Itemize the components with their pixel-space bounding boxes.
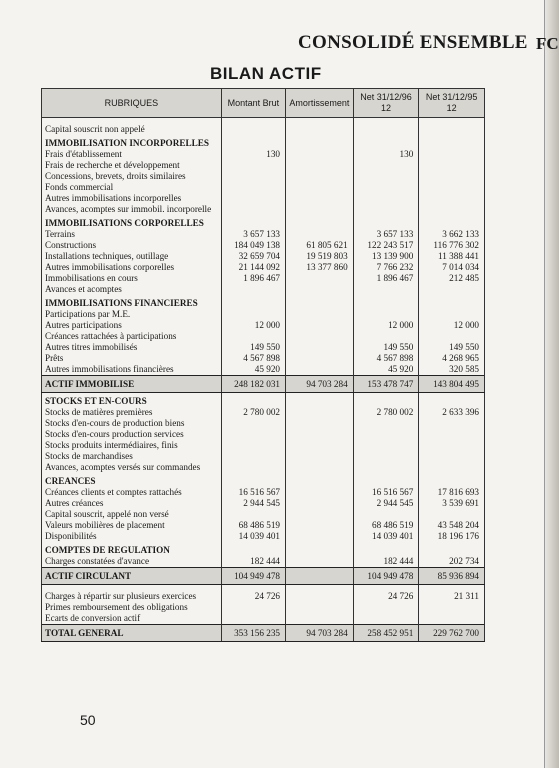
cell-value: [286, 320, 354, 331]
row-label: Créances rattachées à participations: [42, 331, 222, 342]
cell-value: 68 486 519: [353, 520, 419, 531]
cell-value: 45 920: [221, 364, 285, 376]
section-heading-row: [42, 473, 485, 487]
row-label: Autres participations: [42, 320, 222, 331]
cell-value: [286, 407, 354, 418]
cell-value: 12 000: [221, 320, 285, 331]
row-label: ACTIF CIRCULANT: [42, 568, 222, 585]
cell-value: 24 726: [353, 585, 419, 603]
cell-value: 11 388 441: [419, 251, 485, 262]
cell-value: [353, 135, 419, 149]
row-label: Stocks de matières premières: [42, 407, 222, 418]
row-label: Capital souscrit non appelé: [42, 118, 222, 136]
cell-value: [353, 309, 419, 320]
table-header-row: [42, 89, 485, 118]
cell-value: [419, 204, 485, 215]
cell-value: 2 780 002: [221, 407, 285, 418]
cell-value: 16 516 567: [353, 487, 419, 498]
row-label: Valeurs mobilières de placement: [42, 520, 222, 531]
table-row: [42, 160, 485, 171]
cell-value: 2 633 396: [419, 407, 485, 418]
cell-value: 85 936 894: [419, 568, 485, 585]
cell-value: 21 144 092: [221, 262, 285, 273]
cell-value: [419, 331, 485, 342]
cell-value: [353, 613, 419, 625]
cell-value: [353, 331, 419, 342]
cell-value: [286, 418, 354, 429]
cell-value: [353, 602, 419, 613]
cell-value: [353, 284, 419, 295]
row-label: Charges constatées d'avance: [42, 556, 222, 568]
cell-value: [286, 473, 354, 487]
cell-value: 94 703 284: [286, 376, 354, 393]
column-header: Net 31/12/95 12: [419, 89, 485, 118]
cell-value: [286, 585, 354, 603]
cell-value: [221, 418, 285, 429]
page-number: 50: [80, 712, 96, 728]
cell-value: 7 766 232: [353, 262, 419, 273]
table-row: [42, 602, 485, 613]
cell-value: [419, 462, 485, 473]
table-row: [42, 556, 485, 568]
cell-value: [286, 462, 354, 473]
cell-value: [286, 160, 354, 171]
cell-value: [286, 487, 354, 498]
cell-value: [419, 118, 485, 136]
cell-value: [221, 613, 285, 625]
cell-value: [286, 284, 354, 295]
row-label: Charges à répartir sur plusieurs exercices: [42, 585, 222, 603]
cell-value: 1 896 467: [221, 273, 285, 284]
cell-value: [286, 342, 354, 353]
row-label: IMMOBILISATIONS FINANCIERES: [42, 295, 222, 309]
cell-value: [221, 309, 285, 320]
cell-value: [419, 160, 485, 171]
row-label: Terrains: [42, 229, 222, 240]
section-heading-row: [42, 542, 485, 556]
cell-value: [286, 556, 354, 568]
row-label: Autres immobilisations corporelles: [42, 262, 222, 273]
cell-value: [286, 193, 354, 204]
cell-value: [419, 509, 485, 520]
cell-value: 14 039 401: [221, 531, 285, 542]
cell-value: 4 268 965: [419, 353, 485, 364]
cell-value: 24 726: [221, 585, 285, 603]
cell-value: [286, 215, 354, 229]
row-label: Avances, acomptes versés sur commandes: [42, 462, 222, 473]
row-label: Autres immobilisations incorporelles: [42, 193, 222, 204]
cell-value: [221, 204, 285, 215]
section-heading-row: [42, 393, 485, 408]
row-label: Prêts: [42, 353, 222, 364]
cell-value: [286, 295, 354, 309]
row-label: CREANCES: [42, 473, 222, 487]
cell-value: [286, 171, 354, 182]
cell-value: 3 539 691: [419, 498, 485, 509]
cell-value: [286, 509, 354, 520]
cell-value: 13 139 900: [353, 251, 419, 262]
cell-value: [353, 393, 419, 408]
table-row: [42, 171, 485, 182]
row-label: Autres créances: [42, 498, 222, 509]
row-label: Autres immobilisations financières: [42, 364, 222, 376]
cell-value: [286, 204, 354, 215]
table-row: [42, 320, 485, 331]
cell-value: [221, 160, 285, 171]
cell-value: 116 776 302: [419, 240, 485, 251]
cell-value: [221, 193, 285, 204]
cell-value: [419, 440, 485, 451]
column-header: Net 31/12/96 12: [353, 89, 419, 118]
cell-value: 202 734: [419, 556, 485, 568]
table-row: [42, 309, 485, 320]
cell-value: 16 516 567: [221, 487, 285, 498]
table-row: [42, 251, 485, 262]
section-header-cutoff: FC: [536, 34, 559, 53]
table-row: [42, 440, 485, 451]
total-row: [42, 376, 485, 393]
cell-value: [353, 509, 419, 520]
cell-value: [221, 451, 285, 462]
cell-value: [419, 182, 485, 193]
cell-value: 3 657 133: [353, 229, 419, 240]
cell-value: [419, 284, 485, 295]
table-row: [42, 418, 485, 429]
cell-value: [419, 602, 485, 613]
cell-value: [353, 462, 419, 473]
cell-value: 149 550: [221, 342, 285, 353]
cell-value: [286, 135, 354, 149]
cell-value: 1 896 467: [353, 273, 419, 284]
cell-value: [419, 429, 485, 440]
cell-value: [221, 284, 285, 295]
book-spine: [544, 0, 559, 768]
cell-value: [353, 473, 419, 487]
cell-value: 61 805 621: [286, 240, 354, 251]
row-label: TOTAL GENERAL: [42, 625, 222, 642]
cell-value: [221, 393, 285, 408]
cell-value: [286, 118, 354, 136]
cell-value: [221, 473, 285, 487]
cell-value: [353, 118, 419, 136]
cell-value: [221, 462, 285, 473]
cell-value: 68 486 519: [221, 520, 285, 531]
cell-value: [286, 602, 354, 613]
cell-value: 4 567 898: [221, 353, 285, 364]
cell-value: [286, 440, 354, 451]
section-heading-row: [42, 135, 485, 149]
row-label: Avances, acomptes sur immobil. incorporelle: [42, 204, 222, 215]
cell-value: 182 444: [221, 556, 285, 568]
cell-value: [419, 473, 485, 487]
table-row: [42, 204, 485, 215]
table-row: [42, 182, 485, 193]
row-label: Stocks d'en-cours de production biens: [42, 418, 222, 429]
row-label: Avances et acomptes: [42, 284, 222, 295]
cell-value: [286, 451, 354, 462]
table-row: [42, 520, 485, 531]
cell-value: 12 000: [419, 320, 485, 331]
cell-value: [419, 149, 485, 160]
table-row: [42, 451, 485, 462]
table-row: [42, 118, 485, 136]
cell-value: 3 662 133: [419, 229, 485, 240]
balance-sheet-table: [41, 88, 485, 642]
cell-value: [286, 613, 354, 625]
table-row: [42, 613, 485, 625]
row-label: Concessions, brevets, droits similaires: [42, 171, 222, 182]
cell-value: [353, 429, 419, 440]
cell-value: [353, 193, 419, 204]
cell-value: 153 478 747: [353, 376, 419, 393]
cell-value: [353, 542, 419, 556]
table-row: [42, 240, 485, 251]
cell-value: [353, 418, 419, 429]
cell-value: [221, 602, 285, 613]
cell-value: 182 444: [353, 556, 419, 568]
cell-value: [221, 171, 285, 182]
row-label: Constructions: [42, 240, 222, 251]
cell-value: 248 182 031: [221, 376, 285, 393]
cell-value: [353, 204, 419, 215]
cell-value: 19 519 803: [286, 251, 354, 262]
row-label: Autres titres immobilisés: [42, 342, 222, 353]
table-row: [42, 429, 485, 440]
cell-value: [419, 193, 485, 204]
cell-value: [221, 429, 285, 440]
cell-value: 18 196 176: [419, 531, 485, 542]
cell-value: 14 039 401: [353, 531, 419, 542]
cell-value: 2 944 545: [353, 498, 419, 509]
cell-value: 258 452 951: [353, 625, 419, 642]
cell-value: [286, 520, 354, 531]
row-label: Installations techniques, outillage: [42, 251, 222, 262]
cell-value: [419, 295, 485, 309]
table-row: [42, 487, 485, 498]
page-title: BILAN ACTIF: [210, 64, 322, 83]
table-row: [42, 229, 485, 240]
cell-value: [419, 393, 485, 408]
row-label: Stocks d'en-cours production services: [42, 429, 222, 440]
cell-value: [221, 215, 285, 229]
total-row: [42, 568, 485, 585]
table-row: [42, 585, 485, 603]
cell-value: [286, 568, 354, 585]
section-header: CONSOLIDÉ ENSEMBLE: [298, 32, 528, 53]
cell-value: [221, 295, 285, 309]
table-row: [42, 331, 485, 342]
row-label: Frais d'établissement: [42, 149, 222, 160]
cell-value: [353, 440, 419, 451]
cell-value: [221, 509, 285, 520]
table-row: [42, 149, 485, 160]
cell-value: [286, 229, 354, 240]
cell-value: [419, 451, 485, 462]
cell-value: [286, 182, 354, 193]
row-label: Stocks produits intermédiaires, finis: [42, 440, 222, 451]
cell-value: 32 659 704: [221, 251, 285, 262]
cell-value: 3 657 133: [221, 229, 285, 240]
row-label: IMMOBILISATION INCORPORELLES: [42, 135, 222, 149]
cell-value: [221, 331, 285, 342]
cell-value: 353 156 235: [221, 625, 285, 642]
cell-value: [419, 171, 485, 182]
table-row: [42, 193, 485, 204]
cell-value: 12 000: [353, 320, 419, 331]
cell-value: [286, 353, 354, 364]
column-header: Montant Brut: [221, 89, 285, 118]
cell-value: [221, 542, 285, 556]
cell-value: [286, 393, 354, 408]
cell-value: [419, 309, 485, 320]
cell-value: [286, 498, 354, 509]
column-header: RUBRIQUES: [42, 89, 222, 118]
cell-value: 2 944 545: [221, 498, 285, 509]
cell-value: 94 703 284: [286, 625, 354, 642]
cell-value: [353, 451, 419, 462]
cell-value: [221, 135, 285, 149]
table-row: [42, 262, 485, 273]
cell-value: 21 311: [419, 585, 485, 603]
table-row: [42, 407, 485, 418]
cell-value: 212 485: [419, 273, 485, 284]
cell-value: [286, 309, 354, 320]
row-label: Fonds commercial: [42, 182, 222, 193]
cell-value: 17 816 693: [419, 487, 485, 498]
column-header: Amortissement: [286, 89, 354, 118]
cell-value: 104 949 478: [353, 568, 419, 585]
table-row: [42, 284, 485, 295]
cell-value: 7 014 034: [419, 262, 485, 273]
cell-value: [286, 331, 354, 342]
table-row: [42, 462, 485, 473]
row-label: Disponibilités: [42, 531, 222, 542]
cell-value: [353, 171, 419, 182]
cell-value: [353, 160, 419, 171]
cell-value: [419, 613, 485, 625]
cell-value: [353, 215, 419, 229]
row-label: STOCKS ET EN-COURS: [42, 393, 222, 408]
cell-value: 13 377 860: [286, 262, 354, 273]
cell-value: [286, 273, 354, 284]
row-label: Ecarts de conversion actif: [42, 613, 222, 625]
cell-value: [353, 182, 419, 193]
cell-value: 2 780 002: [353, 407, 419, 418]
row-label: Frais de recherche et développement: [42, 160, 222, 171]
cell-value: [286, 429, 354, 440]
cell-value: 320 585: [419, 364, 485, 376]
cell-value: [353, 295, 419, 309]
cell-value: [286, 542, 354, 556]
row-label: Primes remboursement des obligations: [42, 602, 222, 613]
cell-value: [221, 182, 285, 193]
row-label: IMMOBILISATIONS CORPORELLES: [42, 215, 222, 229]
cell-value: 104 949 478: [221, 568, 285, 585]
cell-value: 130: [221, 149, 285, 160]
row-label: Participations par M.E.: [42, 309, 222, 320]
table-row: [42, 342, 485, 353]
row-label: Créances clients et comptes rattachés: [42, 487, 222, 498]
cell-value: [419, 215, 485, 229]
cell-value: 122 243 517: [353, 240, 419, 251]
table-row: [42, 498, 485, 509]
cell-value: [221, 118, 285, 136]
table-row: [42, 531, 485, 542]
cell-value: [286, 364, 354, 376]
row-label: ACTIF IMMOBILISE: [42, 376, 222, 393]
cell-value: 229 762 700: [419, 625, 485, 642]
row-label: Immobilisations en cours: [42, 273, 222, 284]
row-label: COMPTES DE REGULATION: [42, 542, 222, 556]
table-row: [42, 364, 485, 376]
cell-value: 143 804 495: [419, 376, 485, 393]
cell-value: 149 550: [419, 342, 485, 353]
cell-value: [419, 542, 485, 556]
table-row: [42, 273, 485, 284]
cell-value: [419, 135, 485, 149]
cell-value: 43 548 204: [419, 520, 485, 531]
table-row: [42, 353, 485, 364]
cell-value: [286, 149, 354, 160]
cell-value: [221, 440, 285, 451]
total-row: [42, 625, 485, 642]
section-heading-row: [42, 295, 485, 309]
row-label: Stocks de marchandises: [42, 451, 222, 462]
cell-value: 184 049 138: [221, 240, 285, 251]
cell-value: [286, 531, 354, 542]
row-label: Capital souscrit, appelé non versé: [42, 509, 222, 520]
table-row: [42, 509, 485, 520]
cell-value: [419, 418, 485, 429]
section-heading-row: [42, 215, 485, 229]
cell-value: 45 920: [353, 364, 419, 376]
cell-value: 149 550: [353, 342, 419, 353]
cell-value: 130: [353, 149, 419, 160]
cell-value: 4 567 898: [353, 353, 419, 364]
